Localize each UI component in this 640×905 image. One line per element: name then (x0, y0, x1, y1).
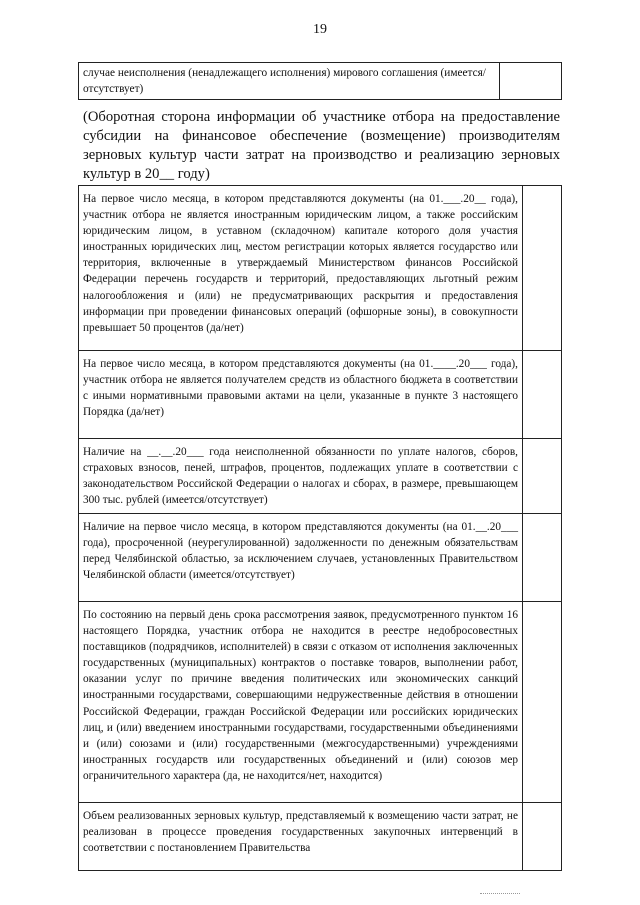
table-row (79, 439, 562, 514)
table-row (79, 602, 562, 803)
row-value-cell[interactable] (523, 602, 562, 803)
row-text: По состоянию на первый день срока рассмотрения заявок, предусмотренного пунктом 16 настоящего Порядка, участник отбора не находится в реестре недобросовестных поставщиков (подрядчиков, исполнителей) в связи с отказом от исполнения заключенных государственных (муниципальных) контрактов о поставке товаров, выполнении работ, оказании услуг по причине введения политических или экономических санкций иностранными государствами, совершающими недружественные действия в отношении Российской Федерации, граждан Российской Федерации или российских юридических лиц, и (или) введением иностранными государствами, государственными объединениями и (или) союзами и (или) государственными (межгосударственными) учреждениями иностранных государств или государственных объединений и (или) союзов мер ограничительного характера (да, не находится/нет, находится) (79, 602, 523, 803)
row-text: На первое число месяца, в котором представляются документы (на 01.____.20___ года), участник отбора не является получателем средств из областного бюджета в соответствии с иными нормативными правовыми актами на цели, указанные в пункте 3 настоящего Порядка (да/нет) (79, 351, 523, 439)
page-number: 19 (313, 22, 327, 37)
top-table (78, 62, 562, 100)
row-value-cell[interactable] (500, 63, 562, 100)
info-table (78, 185, 562, 871)
row-value-cell[interactable] (523, 186, 562, 351)
table-row (79, 514, 562, 602)
row-text: Наличие на первое число месяца, в котором представляются документы (на 01.__.20___ года), просроченной (неурегулированной) задолженности по денежным обязательствам перед Челябинской областью, за исключением случаев, установленных Правительством Челябинской области (имеется/отсутствует) (79, 514, 523, 602)
row-value-cell[interactable] (523, 514, 562, 602)
row-value-cell[interactable] (523, 439, 562, 514)
table-row (79, 803, 562, 871)
row-text: Объем реализованных зерновых культур, представляемый к возмещению части затрат, не реализован в процессе проведения государственных закупочных интервенций в соответствии с постановлением Правительства (79, 803, 523, 871)
section-heading: (Оборотная сторона информации об участнике отбора на предоставление субсидии на финансовое обеспечение (возмещение) производителям зерновых культур части затрат на производство и реализацию зерновых культур в 20__ году) (83, 109, 560, 182)
row-value-cell[interactable] (523, 351, 562, 439)
table-row (79, 186, 562, 351)
row-text: На первое число месяца, в котором представляются документы (на 01.___.20__ года), участник отбора не является иностранным юридическим лицом, а также российским юридическим лицом, в уставном (складочном) капитале которого доля участия иностранных юридических лиц, местом регистрации которых является государство или территория, включенные в утверждаемый Министерством финансов Российской Федерации перечень государств и территорий, предоставляющих льготный режим налогообложения и (или) не предусматривающих раскрытия и предоставления информации при проведении финансовых операций (офшорные зоны), в совокупности превышает 50 процентов (да/нет) (79, 186, 523, 351)
table-row (79, 63, 562, 100)
row-text: Наличие на __.__.20___ года неисполненной обязанности по уплате налогов, сборов, страховых взносов, пеней, штрафов, процентов, подлежащих уплате в соответствии с законодательством Российской Федерации о налогах и сборах, в размере, превышающем 300 тыс. рублей (имеется/отсутствует) (79, 439, 523, 514)
scan-artifact-line (480, 893, 520, 895)
table-row (79, 351, 562, 439)
row-value-cell[interactable] (523, 803, 562, 871)
row-text: случае неисполнения (ненадлежащего исполнения) мирового соглашения (имеется/отсутствует) (79, 63, 500, 100)
